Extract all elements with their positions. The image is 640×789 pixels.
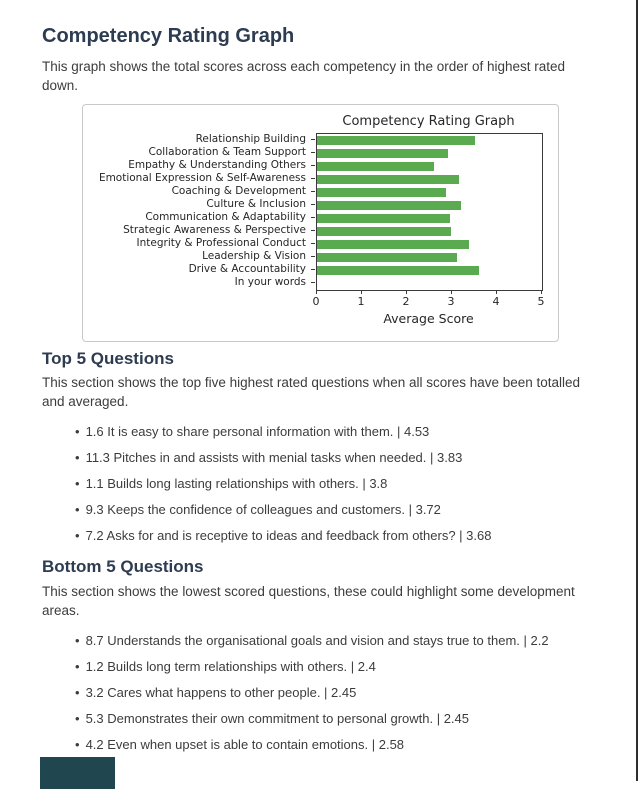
x-tick-mark <box>361 290 362 294</box>
chart-y-axis-labels <box>83 133 316 289</box>
chart-category-label: Relationship Building <box>83 133 316 146</box>
chart-plot-area <box>316 133 543 291</box>
chart-bar-row <box>317 225 542 238</box>
chart-category-label: Collaboration & Team Support <box>83 146 316 159</box>
top5-description: This section shows the top five highest rated questions when all scores have been totalled and averaged. <box>42 375 581 410</box>
chart-bar <box>317 136 475 145</box>
question-list-item <box>75 503 584 516</box>
bullet-icon: • <box>75 658 80 674</box>
bullet-icon: • <box>75 632 80 648</box>
bullet-icon: • <box>75 502 80 518</box>
x-tick-label: 2 <box>402 295 410 308</box>
x-tick-mark <box>541 290 542 294</box>
question-list-item <box>75 738 584 751</box>
question-list-item <box>75 451 584 464</box>
chart-bar-row <box>317 238 542 251</box>
question-list-item <box>75 634 584 647</box>
question-list-item <box>75 686 584 699</box>
question-text: 4.2 Even when upset is able to contain emotions. | 2.58 <box>85 736 405 752</box>
x-tick-mark <box>496 290 497 294</box>
chart-bar <box>317 214 450 223</box>
question-text: 1.1 Builds long lasting relationships with others. | 3.8 <box>85 476 388 492</box>
question-text: 5.3 Demonstrates their own commitment to personal growth. | 2.45 <box>85 710 470 726</box>
chart-bar <box>317 227 451 236</box>
x-tick-label: 5 <box>537 295 545 308</box>
chart-bar <box>317 162 434 171</box>
chart-category-label: Integrity & Professional Conduct <box>83 237 316 250</box>
question-list-item <box>75 529 584 542</box>
footer-block <box>40 757 115 789</box>
x-tick-mark <box>406 290 407 294</box>
bullet-icon: • <box>75 450 80 466</box>
chart-bar-row <box>317 160 542 173</box>
bullet-icon: • <box>75 736 80 752</box>
chart-category-label: Empathy & Understanding Others <box>83 159 316 172</box>
chart-bar-row <box>317 134 542 147</box>
chart-x-axis-ticks <box>312 290 545 310</box>
chart-category-label: Emotional Expression & Self-Awareness <box>83 172 316 185</box>
chart-title: Competency Rating Graph <box>342 114 515 129</box>
x-tick-label: 3 <box>447 295 455 308</box>
chart-x-axis-label: Average Score <box>383 311 474 326</box>
chart-bar <box>317 188 446 197</box>
chart-bar-row <box>317 277 542 290</box>
chart-category-label: Culture & Inclusion <box>83 198 316 211</box>
chart-bar <box>317 240 469 249</box>
chart-bar <box>317 175 459 184</box>
report-content <box>0 24 640 751</box>
competency-bar-chart <box>82 104 559 342</box>
x-tick-label: 0 <box>312 295 320 308</box>
chart-bar-row <box>317 199 542 212</box>
question-list-item <box>75 425 584 438</box>
chart-category-label: Leadership & Vision <box>83 250 316 263</box>
chart-bar <box>317 253 457 262</box>
x-tick-mark <box>451 290 452 294</box>
chart-bar-row <box>317 147 542 160</box>
bottom5-heading: Bottom 5 Questions <box>42 557 204 577</box>
chart-category-label: Coaching & Development <box>83 185 316 198</box>
bullet-icon: • <box>75 710 80 726</box>
question-text: 1.6 It is easy to share personal information with them. | 4.53 <box>85 424 430 440</box>
question-list-item <box>75 660 584 673</box>
x-tick-mark <box>316 290 317 294</box>
chart-bar <box>317 266 479 275</box>
chart-category-label: Communication & Adaptability <box>83 211 316 224</box>
page-intro: This graph shows the total scores across each competency in the order of highest rated down. <box>42 59 566 93</box>
bullet-icon: • <box>75 424 80 440</box>
chart-bar-row <box>317 212 542 225</box>
bottom5-list <box>42 634 584 751</box>
question-list-item <box>75 712 584 725</box>
chart-bar-row <box>317 173 542 186</box>
question-text: 11.3 Pitches in and assists with menial tasks when needed. | 3.83 <box>85 450 463 466</box>
top5-heading: Top 5 Questions <box>42 349 174 368</box>
question-text: 7.2 Asks for and is receptive to ideas and feedback from others? | 3.68 <box>85 528 492 544</box>
chart-bar <box>317 201 461 210</box>
x-tick-label: 1 <box>357 295 365 308</box>
bullet-icon: • <box>75 528 80 544</box>
x-tick-label: 4 <box>492 295 500 308</box>
bottom5-description: This section shows the lowest scored questions, these could highlight some development areas. <box>42 583 575 618</box>
top5-list <box>42 425 584 542</box>
question-text: 9.3 Keeps the confidence of colleagues and customers. | 3.72 <box>85 502 441 518</box>
bullet-icon: • <box>75 476 80 492</box>
bullet-icon: • <box>75 684 80 700</box>
chart-bar <box>317 149 448 158</box>
chart-bar-row <box>317 186 542 199</box>
chart-category-label: Strategic Awareness & Perspective <box>83 224 316 237</box>
page-right-edge-line <box>636 0 638 781</box>
chart-category-label: In your words <box>83 276 316 289</box>
chart-category-label: Drive & Accountability <box>83 263 316 276</box>
question-text: 3.2 Cares what happens to other people. | 2.45 <box>85 684 357 700</box>
page-title: Competency Rating Graph <box>42 25 295 47</box>
question-list-item <box>75 477 584 490</box>
chart-bar-row <box>317 251 542 264</box>
question-text: 1.2 Builds long term relationships with others. | 2.4 <box>85 658 376 674</box>
question-text: 8.7 Understands the organisational goals and vision and stays true to them. | 2.2 <box>85 632 549 648</box>
chart-bar-row <box>317 264 542 277</box>
